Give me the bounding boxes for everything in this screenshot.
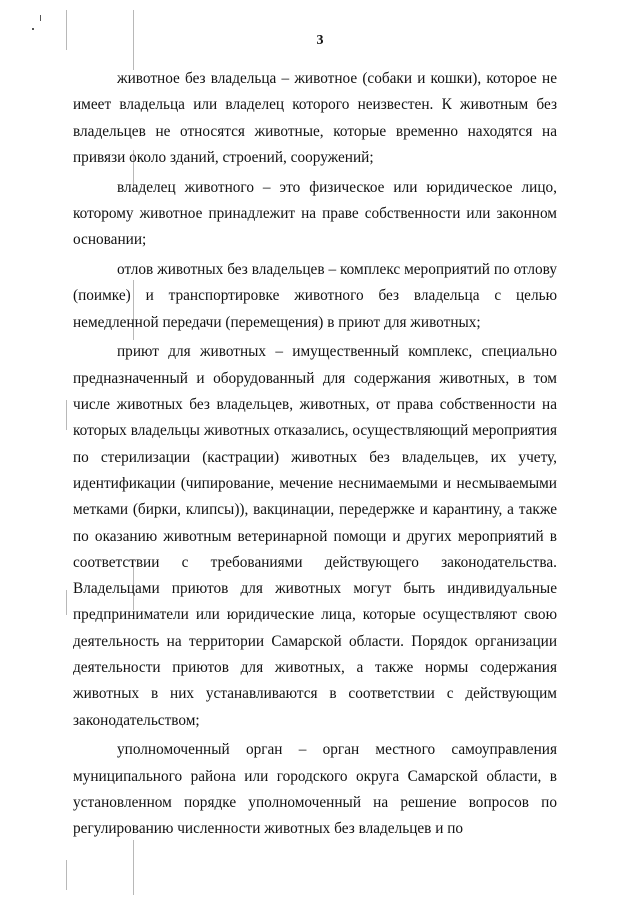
page-number: 3	[316, 33, 324, 48]
scan-margin-line	[66, 860, 67, 890]
scan-margin-line	[66, 400, 67, 430]
scan-speck	[40, 15, 41, 21]
scan-margin-line	[66, 590, 67, 615]
body-text	[73, 66, 557, 843]
paragraph-definition-animal-shelter: приют для животных – имущественный комплекс, специально предназначенный и оборудованный для содержания животных, в том числе животных без владельцев, животных, от права собственности на которых владельцы животных отказались, осуществляющий мероприятия по стерилизации (кастрации) животных без владельцев, их учету, идентификации (чипирование, мечение неснимаемыми и несмываемыми метками (бирки, клипсы)), вакцинации, передержке и карантину, а также по оказанию животным ветеринарной помощи и других мероприятий в соответствии с требованиями действующего законодательства. Владельцами приютов для животных могут быть индивидуальные предприниматели или юридические лица, которые осуществляют свою деятельность на территории Самарской области. Порядок организации деятельности приютов для животных, а также нормы содержания животных в них устанавливаются в соответствии с действующим законодательством;	[73, 343, 557, 729]
paragraph-definition-capture: отлов животных без владельцев – комплекс мероприятий по отлову (поимке) и транспортировке животного без владельца с целью немедленной передачи (перемещения) в приют для животных;	[73, 261, 557, 331]
scan-margin-line	[133, 840, 134, 895]
paragraph-definition-animal-owner: владелец животного – это физическое или юридическое лицо, которому животное принадлежит на праве собственности или законном основании;	[73, 178, 557, 249]
paragraph-definition-authorized-body: уполномоченный орган – орган местного самоуправления муниципального района или городского округа Самарской области, в установленном порядке уполномоченный на решение вопросов по регулированию численности животных без владельцев и по	[73, 741, 557, 838]
scan-speck	[32, 28, 34, 30]
paragraph-definition-ownerless-animal: животное без владельца – животное (собаки и кошки), которое не имеет владельца или владелец которого неизвестен. К животным без владельцев не относятся животные, которые временно находятся на привязи около зданий, строений, сооружений;	[73, 70, 557, 166]
